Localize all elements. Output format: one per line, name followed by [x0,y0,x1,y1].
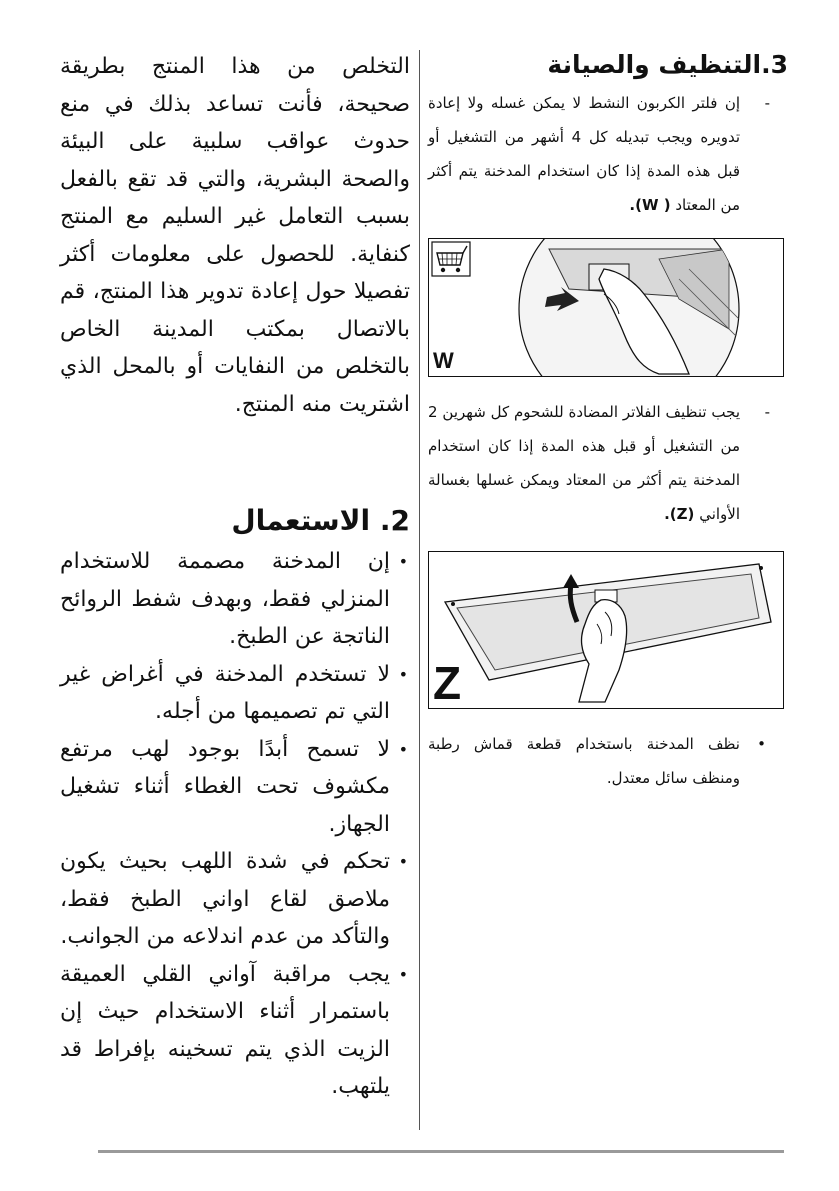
usage-bullet [60,843,410,956]
wipe-text: نظف المدخنة باستخدام قطعة قماش رطبة ومنظف سائل معتدل. [428,735,740,787]
column-divider [419,50,420,1130]
bullet-marker: • [398,664,408,684]
usage-bullet [60,956,410,1106]
bullet-marker: • [398,852,408,871]
shopping-cart-icon [432,242,470,276]
section-title-usage: 2. الاستعمال [231,504,410,537]
usage-bullet-text: لا تسمح أبدًا بوجود لهب مرتفع مكشوف تحت الغطاء أثناء تشغيل الجهاز. [60,736,390,837]
arrow-up-icon [563,574,579,588]
usage-bullet-text: لا تستخدم المدخنة في أغراض غير التي تم تصميمها من أجله. [60,661,390,724]
disposal-paragraph: التخلص من هذا المنتج بطريقة صحيحة، فأنت تساعد بذلك في منع حدوث عواقب سلبية على البيئة والصحة البشرية، والتي قد تقع بالفعل بسبب التعامل غير السليم مع المنتج كنفاية. للحصول على معلومات أكثر تفصيلا حول إعادة تدوير هذا المنتج، قم بالاتصال بمكتب المدينة الخاص بالتخلص من النفايات أو بالمحل الذي اشتريت منه المنتج. [60,54,410,417]
cleaning-item-grease-filter [428,395,788,531]
section-title-cleaning: 3.التنظيف والصيانة [547,50,788,79]
usage-bullet [60,656,410,731]
figure-w-label: W [433,348,454,373]
usage-bullet-text: تحكم في شدة اللهب بحيث يكون ملاصق لقاع اواني الطبخ فقط، والتأكد من عدم اندلاعه من الجوانب. [60,849,390,949]
figure-z-label: Z [433,657,462,709]
grease-filter-text: يجب تنظيف الفلاتر المضادة للشحوم كل شهرين 2 من التشغيل أو قبل هذه المدة إذا كان استخدام المدخنة يتم أكثر من المعتاد ويمكن غسلها بغسالة الأواني [428,403,740,523]
dash-marker: - [764,94,770,112]
figure-z-illustration [429,552,783,708]
bullet-marker: • [398,552,408,571]
usage-bullet-text: يجب مراقبة آواني القلي العميقة باستمرار أثناء الاستخدام حيث إن الزيت الذي يتم تسخينه بإفراط قد يلتهب. [60,961,390,1099]
cleaning-item-wipe [428,727,788,795]
figure-w [428,238,784,377]
figure-w-illustration [429,239,783,376]
figure-w-ref: ( W). [629,196,671,214]
bullet-marker: • [398,964,408,984]
footer-rule [98,1150,784,1153]
figure-z-ref: (Z). [664,505,695,523]
left-column [60,48,410,1106]
figure-z [428,551,784,709]
cleaning-item-carbon-filter [428,86,788,222]
usage-bullet [60,543,410,656]
bullet-marker: • [757,735,766,753]
carbon-filter-text: إن فلتر الكربون النشط لا يمكن غسله ولا إعادة تدويره ويجب تبديله كل 4 أشهر من التشغيل أو قبل هذه المدة إذا كان استخدام المدخنة يتم أكثر من المعتاد [428,94,740,214]
bullet-marker: • [398,739,408,759]
usage-bullet [60,731,410,844]
usage-bullet-text: إن المدخنة مصممة للاستخدام المنزلي فقط، وبهدف شفط الروائح الناتجة عن الطبخ. [60,549,390,649]
dash-marker: - [764,403,770,421]
right-column [428,48,788,795]
